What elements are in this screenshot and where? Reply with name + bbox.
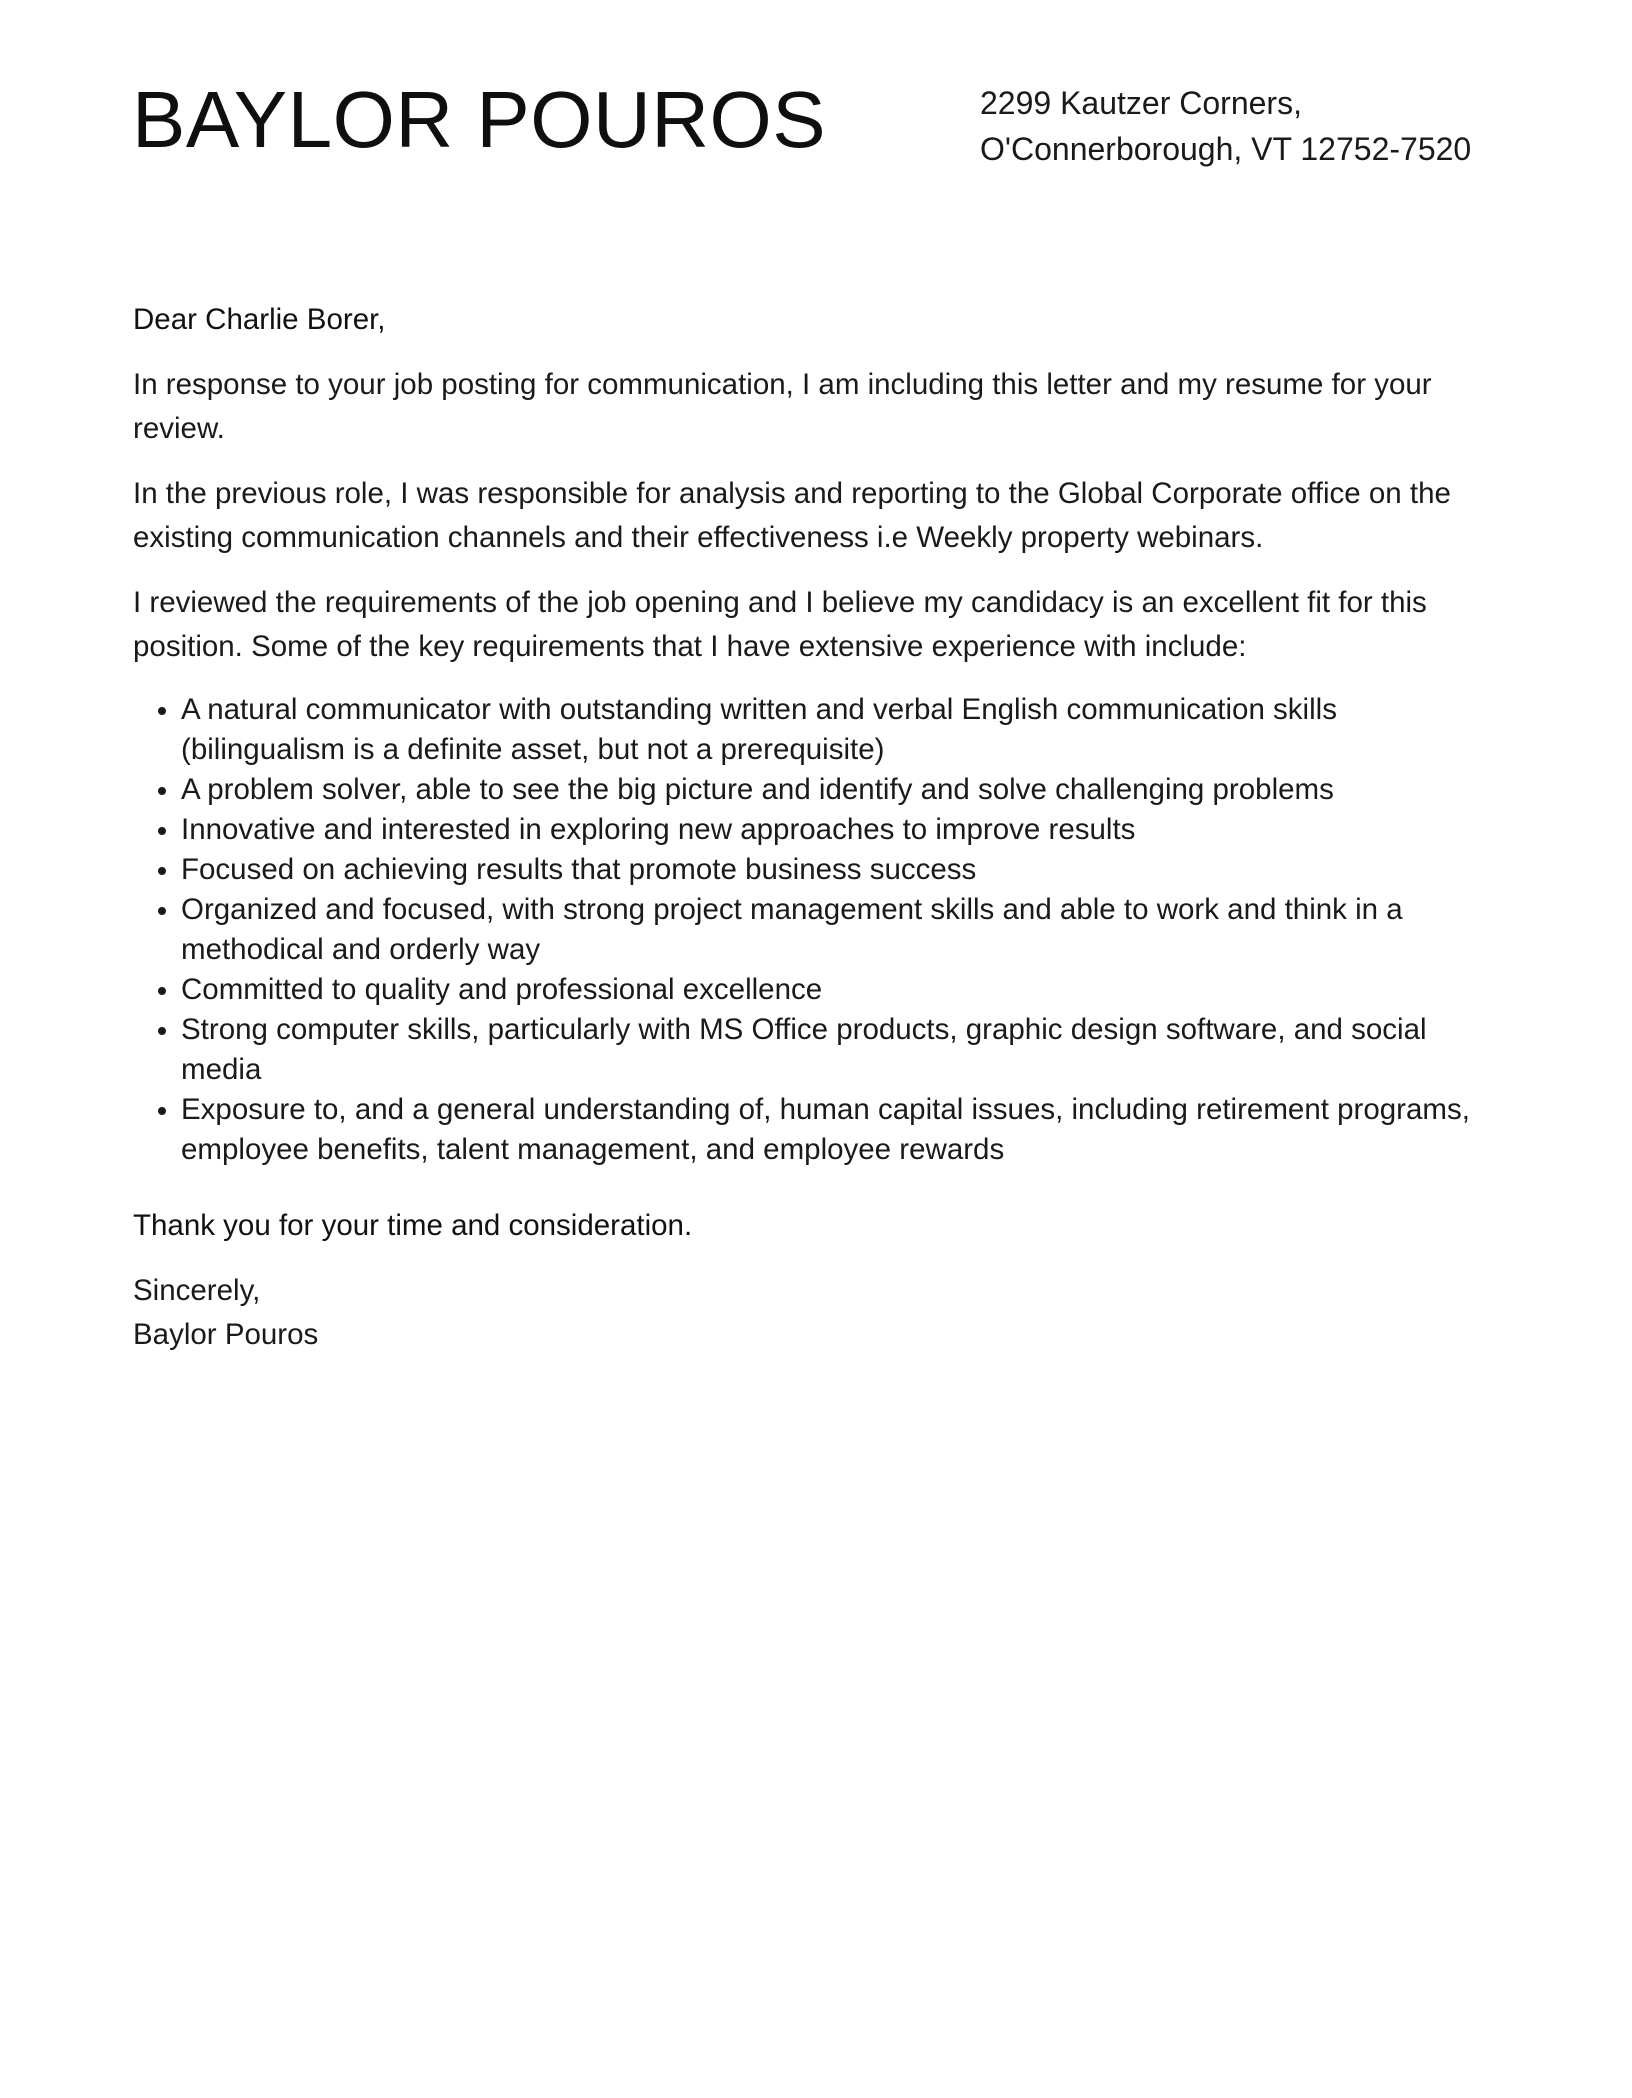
paragraph-requirements-intro: I reviewed the requirements of the job opening and I believe my candidacy is an excellent fit for this position. Some of the key requirements that I have extensive experience with include: xyxy=(133,586,1427,663)
list-item: • Innovative and interested in exploring new approaches to improve results xyxy=(181,810,1493,850)
letter-body xyxy=(133,298,1493,1357)
greeting: Dear Charlie Borer, xyxy=(133,303,386,336)
paragraph-previous-role: In the previous role, I was responsible for analysis and reporting to the Global Corporate office on the existing communication channels and their effectiveness i.e Weekly property webinars. xyxy=(133,477,1451,554)
list-item: • A problem solver, able to see the big picture and identify and solve challenging problems xyxy=(181,770,1493,810)
list-item: • Committed to quality and professional excellence xyxy=(181,970,1493,1010)
valediction: Sincerely, xyxy=(133,1274,261,1307)
requirements-list xyxy=(133,690,1493,1170)
list-item: • Strong computer skills, particularly with MS Office products, graphic design software, and social media xyxy=(181,1010,1493,1090)
list-item: • A natural communicator with outstanding written and verbal English communication skills (bilingualism is a definite asset, but not a prerequisite) xyxy=(181,690,1493,770)
address-line-1: 2299 Kautzer Corners, xyxy=(980,85,1302,121)
paragraph-intro: In response to your job posting for communication, I am including this letter and my resume for your review. xyxy=(133,368,1432,445)
signoff xyxy=(133,1269,1493,1357)
list-item: • Exposure to, and a general understanding of, human capital issues, including retirement programs, employee benefits, talent management, and employee rewards xyxy=(181,1090,1493,1170)
applicant-address xyxy=(980,80,1471,172)
list-item: • Focused on achieving results that promote business success xyxy=(181,850,1493,890)
list-item: • Organized and focused, with strong project management skills and able to work and think in a methodical and orderly way xyxy=(181,890,1493,970)
address-line-2: O'Connerborough, VT 12752-7520 xyxy=(980,131,1472,167)
signature-name: Baylor Pouros xyxy=(133,1318,319,1351)
closing-line: Thank you for your time and consideration. xyxy=(133,1209,693,1242)
applicant-name: BAYLOR POUROS xyxy=(132,75,827,164)
